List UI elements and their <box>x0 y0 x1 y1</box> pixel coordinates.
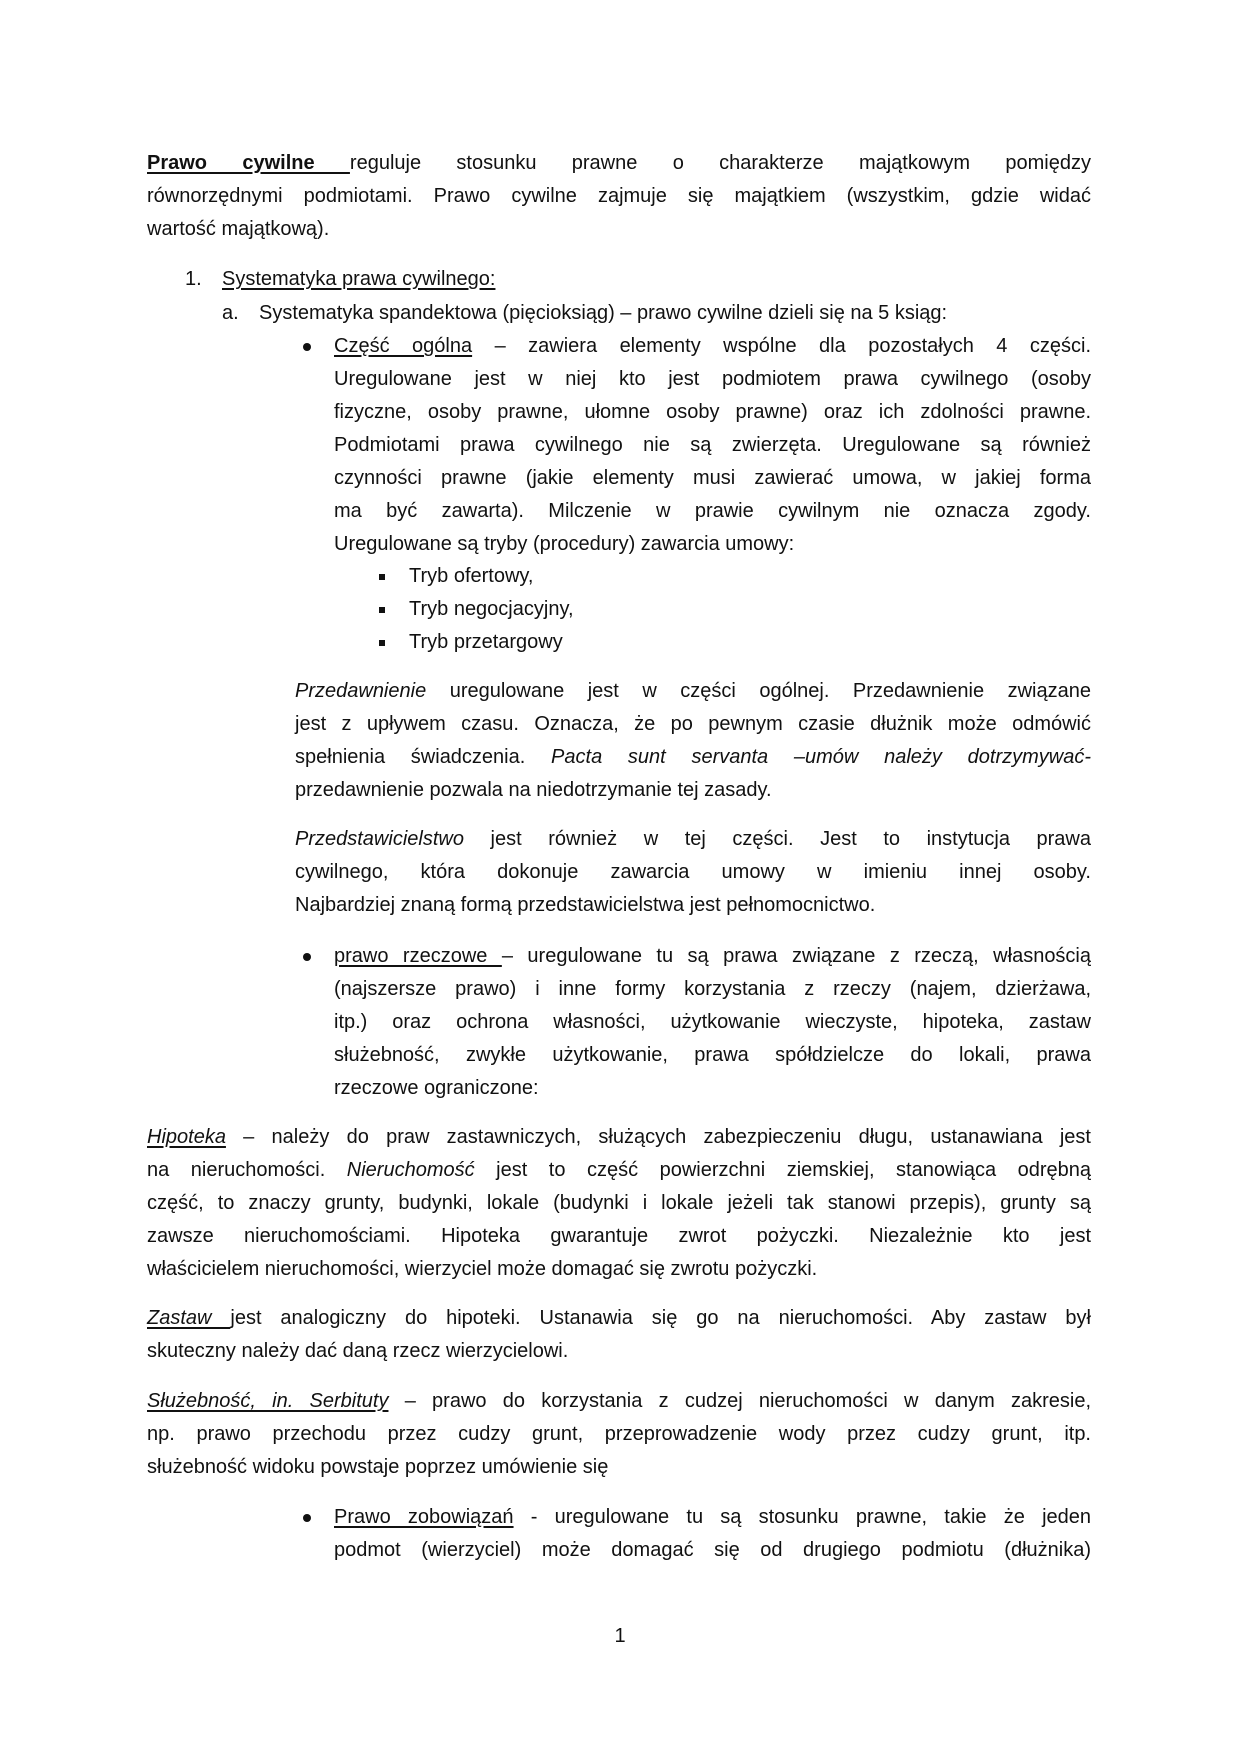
text-line <box>334 940 1091 973</box>
text-span: Uregulowane jest w niej kto jest podmiotem prawa cywilnego (osoby <box>334 368 1091 390</box>
list-item-a <box>222 297 1091 330</box>
text-line <box>295 823 1091 856</box>
text-line <box>334 1501 1091 1534</box>
bullet-czesc-ogolna <box>334 330 1091 561</box>
formatted-text: Systematyka prawa cywilnego: <box>222 268 496 290</box>
text-span: Najbardziej znaną formą przedstawicielstwa jest pełnomocnictwo. <box>295 894 876 916</box>
bullet-icon <box>303 343 311 351</box>
formatted-text: Nieruchomość <box>346 1159 475 1181</box>
list-item-1 <box>185 263 1091 296</box>
przedstawicielstwo-paragraph <box>295 823 1091 922</box>
text-line <box>147 1451 1091 1484</box>
text-line <box>147 1187 1091 1220</box>
text-line <box>147 1335 1091 1368</box>
text-line <box>147 1302 1091 1335</box>
text-span: – należy do praw zastawniczych, służących zabezpieczeniu długu, ustanawiana jest <box>225 1126 1091 1148</box>
formatted-text: Służebność, in. Serbituty <box>147 1390 389 1412</box>
text-span: - uregulowane tu są stosunku prawne, takie że jeden <box>513 1506 1092 1528</box>
text-span: Tryb ofertowy, <box>409 565 534 587</box>
list-marker: 1. <box>185 268 202 290</box>
text-line <box>334 1006 1091 1039</box>
text-span: na nieruchomości. <box>147 1159 347 1181</box>
text-line <box>147 1220 1091 1253</box>
text-span: – uregulowane tu są prawa związane z rzeczą, własnością <box>501 945 1092 967</box>
text-line <box>295 774 1091 807</box>
text-line <box>334 1039 1091 1072</box>
text-span: Uregulowane są tryby (procedury) zawarcia umowy: <box>334 533 795 555</box>
text-span: wartość majątkową). <box>147 218 330 240</box>
square-bullet-icon <box>379 607 385 613</box>
text-line <box>147 1154 1091 1187</box>
text-span: podmot (wierzyciel) może domagać się od drugiego podmiotu (dłużnika) <box>334 1539 1091 1561</box>
text-span: zawsze nieruchomościami. Hipoteka gwarantuje zwrot pożyczki. Niezależnie kto jest <box>147 1225 1091 1247</box>
text-line <box>147 213 1091 246</box>
text-line <box>409 560 1091 593</box>
text-span: reguluje stosunku prawne o charakterze majątkowym pomiędzy <box>349 152 1091 174</box>
text-span: np. prawo przechodu przez cudzy grunt, przeprowadzenie wody przez cudzy grunt, itp. <box>147 1423 1091 1445</box>
text-line <box>259 297 1091 330</box>
text-span: czynności prawne (jakie elementy musi zawierać umowa, w jakiej forma <box>334 467 1091 489</box>
text-line <box>147 1385 1091 1418</box>
text-line <box>334 396 1091 429</box>
zastaw-paragraph <box>147 1302 1091 1368</box>
text-line <box>334 973 1091 1006</box>
sluzebnosc-paragraph <box>147 1385 1091 1484</box>
text-line <box>147 1418 1091 1451</box>
text-span: Systematyka spandektowa (pięcioksiąg) – prawo cywilne dzieli się na 5 ksiąg: <box>259 302 948 324</box>
text-span: jest również w tej części. Jest to instytucja prawa <box>463 828 1091 850</box>
formatted-text: Prawo cywilne <box>147 152 350 174</box>
text-span: Podmiotami prawa cywilnego nie są zwierzęta. Uregulowane są również <box>334 434 1091 456</box>
text-line <box>147 1121 1091 1154</box>
przedawnienie-paragraph <box>295 675 1091 807</box>
text-span: uregulowane jest w części ogólnej. Przedawnienie związane <box>426 680 1091 702</box>
text-span: część, to znaczy grunty, budynki, lokale (budynki i lokale jeżeli tak stanowi przepis), grunty są <box>147 1192 1091 1214</box>
page-number: 1 <box>614 1625 626 1647</box>
text-span: Tryb przetargowy <box>409 631 563 653</box>
formatted-text: Prawo zobowiązań <box>334 1506 514 1528</box>
text-span: skuteczny należy dać daną rzecz wierzycielowi. <box>147 1340 569 1362</box>
text-line <box>147 180 1091 213</box>
text-line <box>334 495 1091 528</box>
text-span: jest z upływem czasu. Oznacza, że po pewnym czasie dłużnik może odmówić <box>295 713 1091 735</box>
formatted-text: Pacta sunt servanta –umów należy dotrzymywać- <box>551 746 1092 768</box>
text-span: itp.) oraz ochrona własności, użytkowanie wieczyste, hipoteka, zastaw <box>334 1011 1091 1033</box>
text-span: – zawiera elementy wspólne dla pozostałych 4 części. <box>472 335 1092 357</box>
sub-bullets-tryby <box>409 560 1091 659</box>
text-span: służebność widoku powstaje poprzez umówienie się <box>147 1456 609 1478</box>
text-line <box>295 889 1091 922</box>
bullet-icon <box>303 953 311 961</box>
bullet-icon <box>303 1514 311 1522</box>
text-line <box>295 856 1091 889</box>
bullet-prawo-zobowiazan <box>334 1501 1091 1567</box>
text-span: – prawo do korzystania z cudzej nieruchomości w danym zakresie, <box>388 1390 1091 1412</box>
text-line <box>334 429 1091 462</box>
text-span: przedawnienie pozwala na niedotrzymanie tej zasady. <box>295 779 772 801</box>
text-span: rzeczowe ograniczone: <box>334 1077 539 1099</box>
formatted-text: Zastaw <box>147 1307 231 1329</box>
text-line <box>334 528 1091 561</box>
text-line <box>334 1072 1091 1105</box>
text-line <box>334 363 1091 396</box>
text-line <box>147 147 1091 180</box>
text-line <box>334 330 1091 363</box>
text-span: równorzędnymi podmiotami. Prawo cywilne zajmuje się majątkiem (wszystkim, gdzie widać <box>147 185 1091 207</box>
formatted-text: prawo rzeczowe <box>334 945 502 967</box>
text-span: ma być zawarta). Milczenie w prawie cywilnym nie oznacza zgody. <box>334 500 1091 522</box>
list-marker: a. <box>222 302 239 324</box>
text-line <box>295 675 1091 708</box>
text-span: właścicielem nieruchomości, wierzyciel może domagać się zwrotu pożyczki. <box>147 1258 818 1280</box>
text-span: fizyczne, osoby prawne, ułomne osoby prawne) oraz ich zdolności prawne. <box>334 401 1091 423</box>
text-line <box>334 1534 1091 1567</box>
text-span: cywilnego, która dokonuje zawarcia umowy w imieniu innej osoby. <box>295 861 1091 883</box>
bullet-prawo-rzeczowe <box>334 940 1091 1105</box>
hipoteka-paragraph <box>147 1121 1091 1286</box>
text-line <box>409 626 1091 659</box>
text-line <box>295 708 1091 741</box>
formatted-text: Przedstawicielstwo <box>295 828 464 850</box>
text-line <box>147 1253 1091 1286</box>
text-span: (najszersze prawo) i inne formy korzystania z rzeczy (najem, dzierżawa, <box>334 978 1091 1000</box>
text-line <box>409 593 1091 626</box>
text-span: jest analogiczny do hipoteki. Ustanawia się go na nieruchomości. Aby zastaw był <box>230 1307 1091 1329</box>
square-bullet-icon <box>379 574 385 580</box>
text-span: jest to część powierzchni ziemskiej, stanowiąca odrębną <box>474 1159 1091 1181</box>
text-line <box>334 462 1091 495</box>
square-bullet-icon <box>379 640 385 646</box>
text-line <box>295 741 1091 774</box>
text-span: Tryb negocjacyjny, <box>409 598 574 620</box>
formatted-text: Część ogólna <box>334 335 473 357</box>
text-line <box>222 263 1091 296</box>
intro-paragraph <box>147 147 1091 246</box>
formatted-text: Przedawnienie <box>295 680 427 702</box>
text-span: służebność, zwykłe użytkowanie, prawa spółdzielcze do lokali, prawa <box>334 1044 1091 1066</box>
formatted-text: Hipoteka <box>147 1126 226 1148</box>
text-span: spełnienia świadczenia. <box>295 746 552 768</box>
